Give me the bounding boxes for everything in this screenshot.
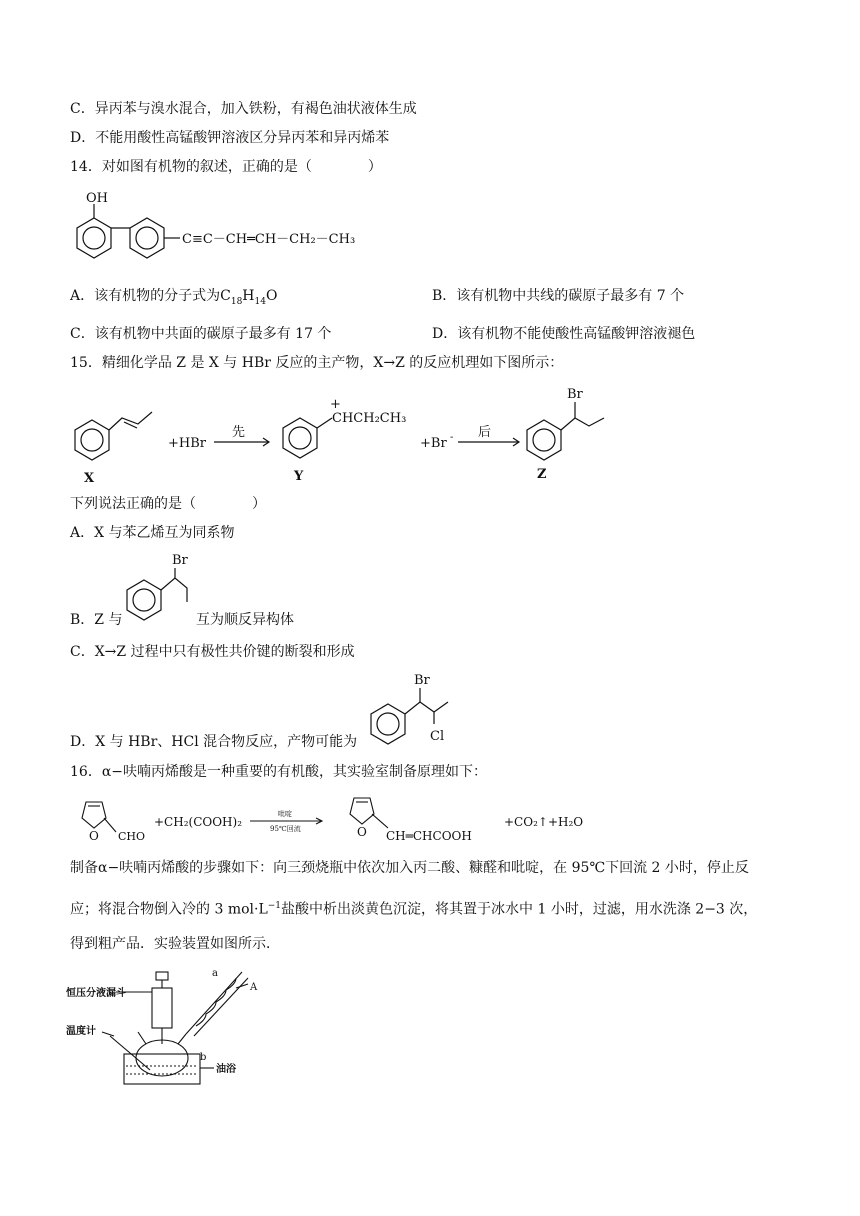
q15-first-label: 先 — [232, 425, 246, 440]
q14-stem: 14．对如图有机物的叙述，正确的是（ ） — [70, 159, 382, 175]
q15-option-b-br: Br — [172, 553, 188, 568]
q16-para-3: 得到粗产品．实验装置如图所示． — [70, 936, 280, 952]
q16-para-2: 应；将混合物倒入冷的 3 $mol\cdot L^{-1}$盐酸中析出淡黄色沉淀，将其置于冰水中 1 小时，过滤，用水洗涤 2−3 次， — [70, 901, 758, 918]
q14-chain-label: C≡C－CH═CH－CH₂－CH₃ — [182, 232, 356, 247]
q16-A-label: A — [250, 982, 258, 993]
q14-option-c: C．该有机物中共面的碳原子最多有 17 个 — [70, 326, 332, 342]
q15-option-d-structure — [366, 666, 466, 752]
q15-y-group: CHCH₂CH₃ — [332, 411, 407, 426]
q15-mechanism — [64, 378, 624, 488]
q16-stem: 16．α−呋喃丙烯酸是一种重要的有机酸，其实验室制备原理如下： — [70, 764, 487, 780]
q16-reaction — [66, 788, 606, 844]
q15-option-d-cl: Cl — [430, 729, 445, 744]
q15-z-label: Z — [537, 467, 547, 482]
q15-plus-sign: + — [330, 397, 341, 412]
q15-option-d-br: Br — [414, 673, 430, 688]
q13-option-c: C．异丙苯与溴水混合，加入铁粉，有褐色油状液体生成 — [70, 101, 417, 117]
q14-option-b: B．该有机物中共线的碳原子最多有 7 个 — [432, 288, 685, 304]
q15-x-label: X — [84, 471, 95, 486]
q16-funnel-label: 恒压分液漏斗 — [66, 988, 126, 999]
q14-structure — [66, 186, 386, 274]
q15-ask: 下列说法正确的是（ ） — [70, 496, 266, 512]
q16-cond-bottom: 95℃回流 — [270, 825, 301, 833]
q16-o1: O — [89, 829, 99, 843]
q15-stem: 15．精细化学品 Z 是 X 与 HBr 反应的主产物，X→Z 的反应机理如下图所示： — [70, 355, 564, 371]
q16-b-label: b — [200, 1052, 207, 1063]
q15-option-a: A．X 与苯乙烯互为同系物 — [70, 525, 235, 541]
q15-z-br: Br — [567, 387, 583, 402]
q16-byproducts: +CO₂↑+H₂O — [504, 815, 584, 829]
q15-option-c: C．X→Z 过程中只有极性共价键的断裂和形成 — [70, 644, 355, 660]
q15-y-label: Y — [294, 469, 304, 484]
q16-o2: O — [357, 825, 367, 839]
q15-later-label: 后 — [478, 425, 492, 440]
q15-brminus-label: +Br — [420, 436, 447, 451]
q14-option-d: D．该有机物不能使酸性高锰酸钾溶液褪色 — [432, 326, 696, 342]
q16-a-label: a — [212, 968, 218, 979]
q16-thermo-label: 温度计 — [66, 1026, 96, 1037]
q15-hbr-label: +HBr — [168, 436, 206, 451]
q14-oh-label: OH — [86, 191, 108, 206]
q16-product-chain: CH═CHCOOH — [386, 829, 472, 843]
q16-apparatus — [66, 962, 296, 1092]
q15-option-d: D．X 与 HBr、HCl 混合物反应，产物可能为 — [70, 734, 358, 750]
q13-option-d: D．不能用酸性高锰酸钾溶液区分异丙苯和异丙烯苯 — [70, 130, 390, 146]
q15-option-b-structure — [122, 550, 202, 628]
q16-reagent: +CH₂(COOH)₂ — [154, 815, 243, 829]
q15-option-b-post: 互为顺反异构体 — [196, 612, 294, 628]
q16-bath-label: 油浴 — [216, 1064, 236, 1075]
q16-para-1: 制备α−呋喃丙烯酸的步骤如下：向三颈烧瓶中依次加入丙二酸、糠醛和吡啶，在 95℃下回流 2 小时，停止反 — [70, 860, 749, 876]
q16-cond-top: 吡啶 — [278, 810, 292, 818]
svg-text:-: - — [450, 432, 454, 443]
q15-option-b-pre: B．Z 与 — [70, 612, 123, 628]
q16-cho: CHO — [118, 830, 146, 843]
q14-option-a: A．该有机物的分子式为$C_{18}H_{14}O$ — [70, 288, 278, 307]
